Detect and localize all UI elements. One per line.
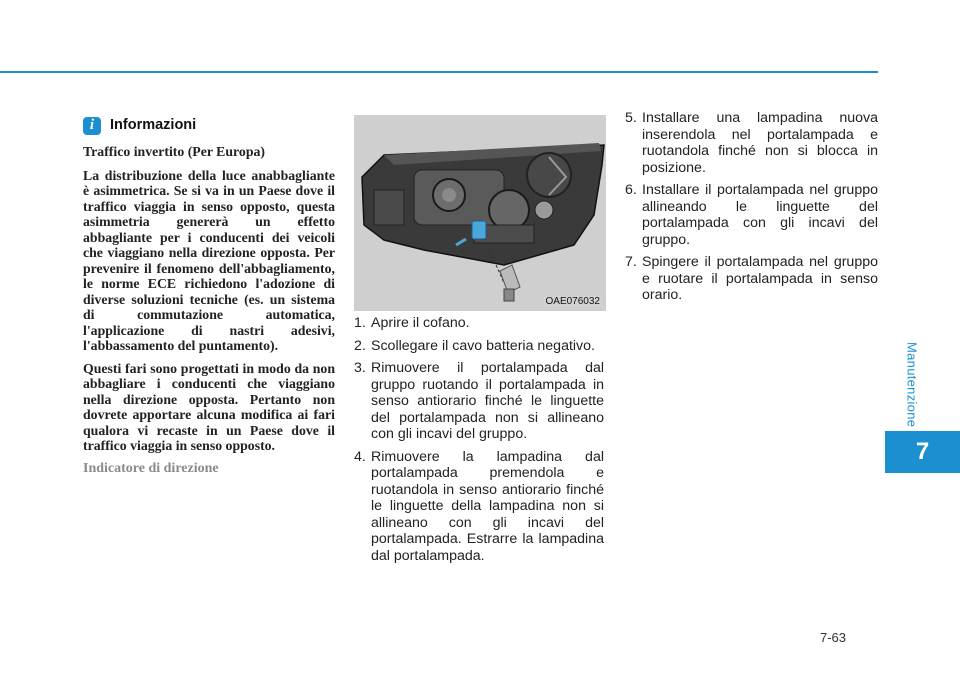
step-number: 5.	[625, 110, 637, 126]
list-item	[354, 338, 604, 355]
list-item	[625, 182, 878, 248]
step-text: Rimuovere il portalampada dal gruppo ruotando il portalampada in senso antiorario finché le linguette del portalampada non si allineano con gli incavi del gruppo.	[371, 360, 604, 442]
step-number: 6.	[625, 182, 637, 198]
steps-list	[354, 315, 604, 564]
steps-column-right	[625, 110, 878, 310]
chapter-tab[interactable]: 7	[885, 431, 960, 473]
list-item	[625, 254, 878, 304]
info-paragraph: Questi fari sono progettati in modo da non abbagliare i conducenti che viaggiano nella direzione opposta. Pertanto non dovrete apportare alcuna modifica ai fari qualora vi recaste in un Paese dove il traffico viaggia in senso opposto.	[83, 360, 335, 453]
step-text: Scollegare il cavo batteria negativo.	[371, 337, 595, 354]
step-number: 2.	[354, 337, 366, 354]
page-number: 7-63	[820, 630, 847, 645]
section-heading: Indicatore di direzione	[83, 460, 219, 476]
headlamp-figure	[354, 115, 606, 311]
info-subtitle: Traffico invertito (Per Europa)	[83, 144, 265, 159]
bulb-socket-icon	[472, 221, 486, 239]
info-icon: i	[83, 117, 101, 135]
steps-column-middle	[354, 315, 604, 570]
info-header	[83, 117, 335, 135]
header-rule	[0, 71, 878, 73]
step-text: Aprire il cofano.	[371, 315, 470, 331]
list-item	[625, 110, 878, 176]
list-item	[354, 449, 604, 565]
list-item	[354, 315, 604, 332]
headlamp-illustration	[354, 115, 606, 311]
chapter-title: Manutenzione	[904, 342, 920, 428]
step-text: Installare una lampadina nuova inserendola nel portalampada e ruotandola finché non si blocca in posizione.	[642, 110, 878, 176]
step-number: 4.	[354, 448, 366, 465]
step-number: 7.	[625, 254, 637, 270]
list-item	[354, 360, 604, 443]
step-text: Spingere il portalampada nel gruppo e ruotare il portalampada in senso orario.	[642, 254, 878, 303]
step-number: 1.	[354, 315, 366, 331]
info-column	[83, 117, 335, 476]
steps-list	[625, 110, 878, 304]
step-text: Rimuovere la lampadina dal portalampada premendola e ruotandola in senso antiorario finché le linguette della lampadina non si allineano con gli incavi del portalampada. Estrarre la lampadina dal portalampada.	[371, 448, 604, 564]
figure-code: OAE076032	[545, 296, 600, 307]
step-text: Installare il portalampada nel gruppo allineando le linguette del portalampada con gli incavi del gruppo.	[642, 182, 878, 248]
info-title: Informazioni	[110, 117, 197, 134]
info-paragraph: La distribuzione della luce anabbagliante è asimmetrica. Se si va in un Paese dove il traffico viaggia in senso opposto, questa asimmetria genererà un effetto abbagliante per i conducenti dei veicoli che viaggiano nella direzione opposta. Per prevenire il fenomeno dell'abbagliamento, le norme ECE richiedono l'adozione di diverse soluzioni tecniche (es. un sistema di commutazione automatica, l'applicazione di nastri adesivi, l'abbassamento del puntamento).	[83, 167, 335, 353]
step-number: 3.	[354, 360, 366, 376]
